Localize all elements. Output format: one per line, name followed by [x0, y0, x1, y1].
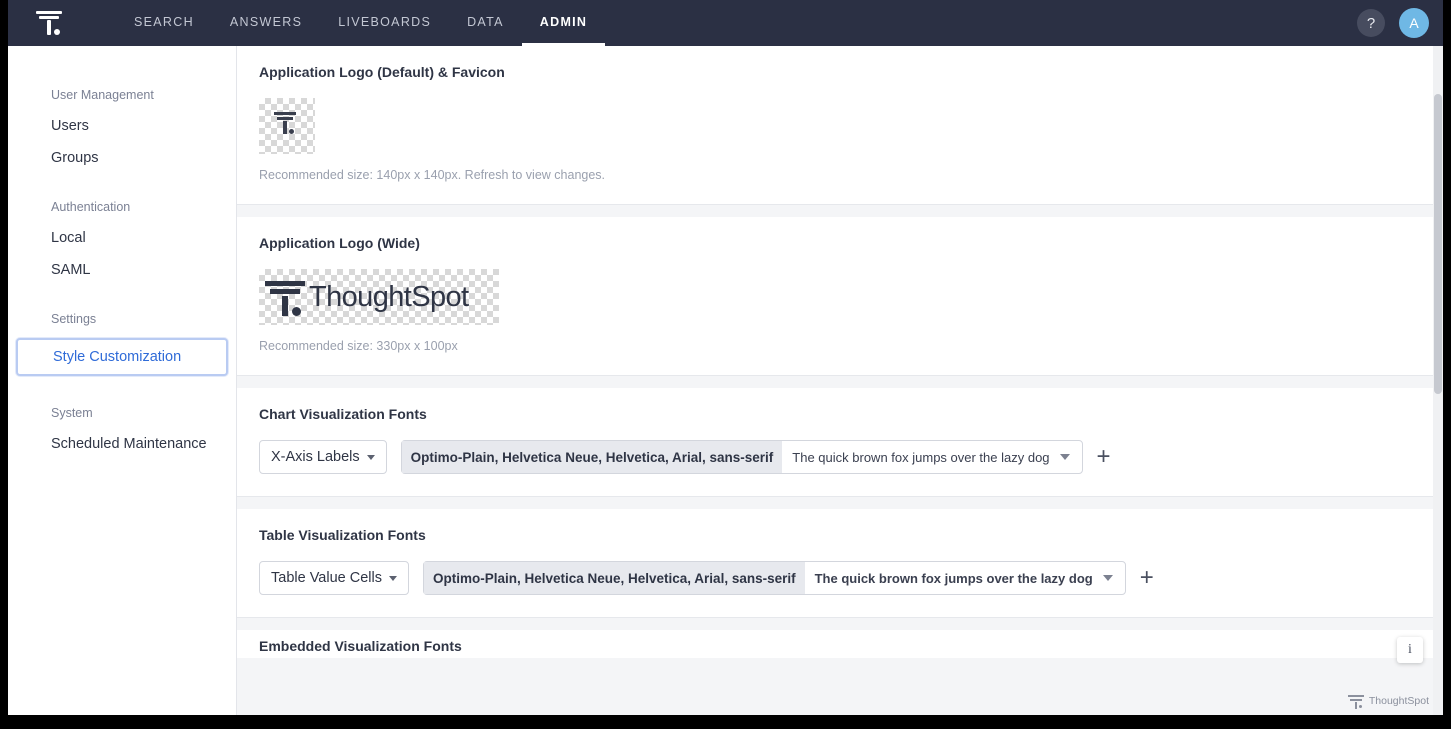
favicon-logo-icon: [273, 110, 299, 140]
favicon-hint: Recommended size: 140px x 140px. Refresh to view changes.: [259, 168, 606, 182]
window-left-edge: [0, 0, 8, 729]
section-divider: [237, 205, 1443, 217]
wide-logo-preview[interactable]: [259, 269, 499, 325]
section-embedded-visualization-fonts: Embedded Visualization Fonts: [237, 630, 1443, 658]
sidebar-item-style-customization[interactable]: Style Customization: [16, 338, 228, 376]
chevron-down-icon: [1103, 575, 1113, 581]
table-font-sample: The quick brown fox jumps over the lazy dog: [814, 570, 1093, 586]
chart-font-target-dropdown[interactable]: [259, 440, 387, 474]
nav-items: [116, 0, 605, 46]
nav-item-search[interactable]: SEARCH: [134, 14, 194, 29]
sidebar-item-scheduled-maintenance[interactable]: Scheduled Maintenance: [51, 436, 207, 452]
brand-footer: [1348, 693, 1429, 709]
chart-font-select[interactable]: [401, 440, 1083, 474]
wide-logo-text: ThoughtSpot: [309, 280, 469, 313]
sidebar-group-settings: Settings: [51, 312, 97, 326]
table-font-target-label: Table Value Cells: [271, 570, 382, 586]
table-font-name: Optimo-Plain, Helvetica Neue, Helvetica, Arial, sans-serif: [424, 562, 805, 594]
settings-content: [237, 46, 1443, 715]
section-table-visualization-fonts: [237, 509, 1443, 618]
sidebar: [8, 46, 237, 715]
sidebar-item-local[interactable]: Local: [51, 230, 86, 246]
nav-item-data[interactable]: DATA: [467, 14, 504, 29]
section-divider: [237, 618, 1443, 630]
nav-right-actions: [1357, 8, 1429, 38]
section-application-logo-wide: [237, 217, 1443, 376]
wide-logo-hint: Recommended size: 330px x 100px: [259, 339, 458, 353]
nav-item-answers[interactable]: ANSWERS: [229, 14, 303, 29]
thoughtspot-logo-icon[interactable]: [34, 9, 64, 37]
body-wrapper: [8, 46, 1443, 715]
help-icon[interactable]: ?: [1357, 9, 1385, 37]
section-application-logo-default: [237, 46, 1443, 205]
section-title: Chart Visualization Fonts: [259, 406, 427, 422]
window-bottom-edge: [0, 715, 1451, 729]
chart-font-target-label: X-Axis Labels: [271, 449, 360, 465]
chart-font-name: Optimo-Plain, Helvetica Neue, Helvetica, Arial, sans-serif: [402, 441, 783, 473]
sidebar-item-saml[interactable]: SAML: [51, 262, 91, 278]
sidebar-group-user-management: User Management: [51, 88, 154, 102]
window-right-edge: [1443, 0, 1451, 729]
top-navigation-bar: [8, 0, 1443, 46]
nav-item-liveboards[interactable]: LIVEBOARDS: [338, 14, 432, 29]
add-table-font-button[interactable]: +: [1139, 564, 1154, 591]
chevron-down-icon: [1060, 454, 1070, 460]
sidebar-group-system: System: [51, 406, 93, 420]
thoughtspot-footer-icon: [1348, 693, 1364, 709]
brand-footer-text: ThoughtSpot: [1368, 695, 1429, 707]
table-font-target-dropdown[interactable]: [259, 561, 409, 595]
chart-font-row: [259, 440, 1421, 474]
sidebar-group-authentication: Authentication: [51, 200, 131, 214]
scrollbar-thumb[interactable]: [1434, 94, 1442, 394]
section-chart-visualization-fonts: [237, 388, 1443, 497]
avatar[interactable]: A: [1399, 8, 1429, 38]
section-divider: [237, 376, 1443, 388]
wide-logo-icon: [263, 275, 307, 319]
chevron-down-icon: [389, 576, 397, 581]
section-title: Application Logo (Default) & Favicon: [259, 64, 505, 80]
chart-font-sample: The quick brown fox jumps over the lazy dog: [792, 449, 1050, 465]
sidebar-item-users[interactable]: Users: [51, 118, 89, 134]
favicon-preview[interactable]: [259, 98, 315, 154]
sidebar-item-groups[interactable]: Groups: [51, 150, 99, 166]
table-font-row: [259, 561, 1421, 595]
section-divider: [237, 497, 1443, 509]
table-font-select[interactable]: [423, 561, 1126, 595]
chevron-down-icon: [367, 455, 375, 460]
add-chart-font-button[interactable]: +: [1096, 443, 1111, 470]
section-title: Application Logo (Wide): [259, 235, 420, 251]
info-icon[interactable]: i: [1397, 637, 1423, 663]
nav-item-admin[interactable]: ADMIN: [522, 0, 605, 46]
section-title: Table Visualization Fonts: [259, 527, 426, 543]
content-scrollbar[interactable]: [1433, 46, 1443, 715]
